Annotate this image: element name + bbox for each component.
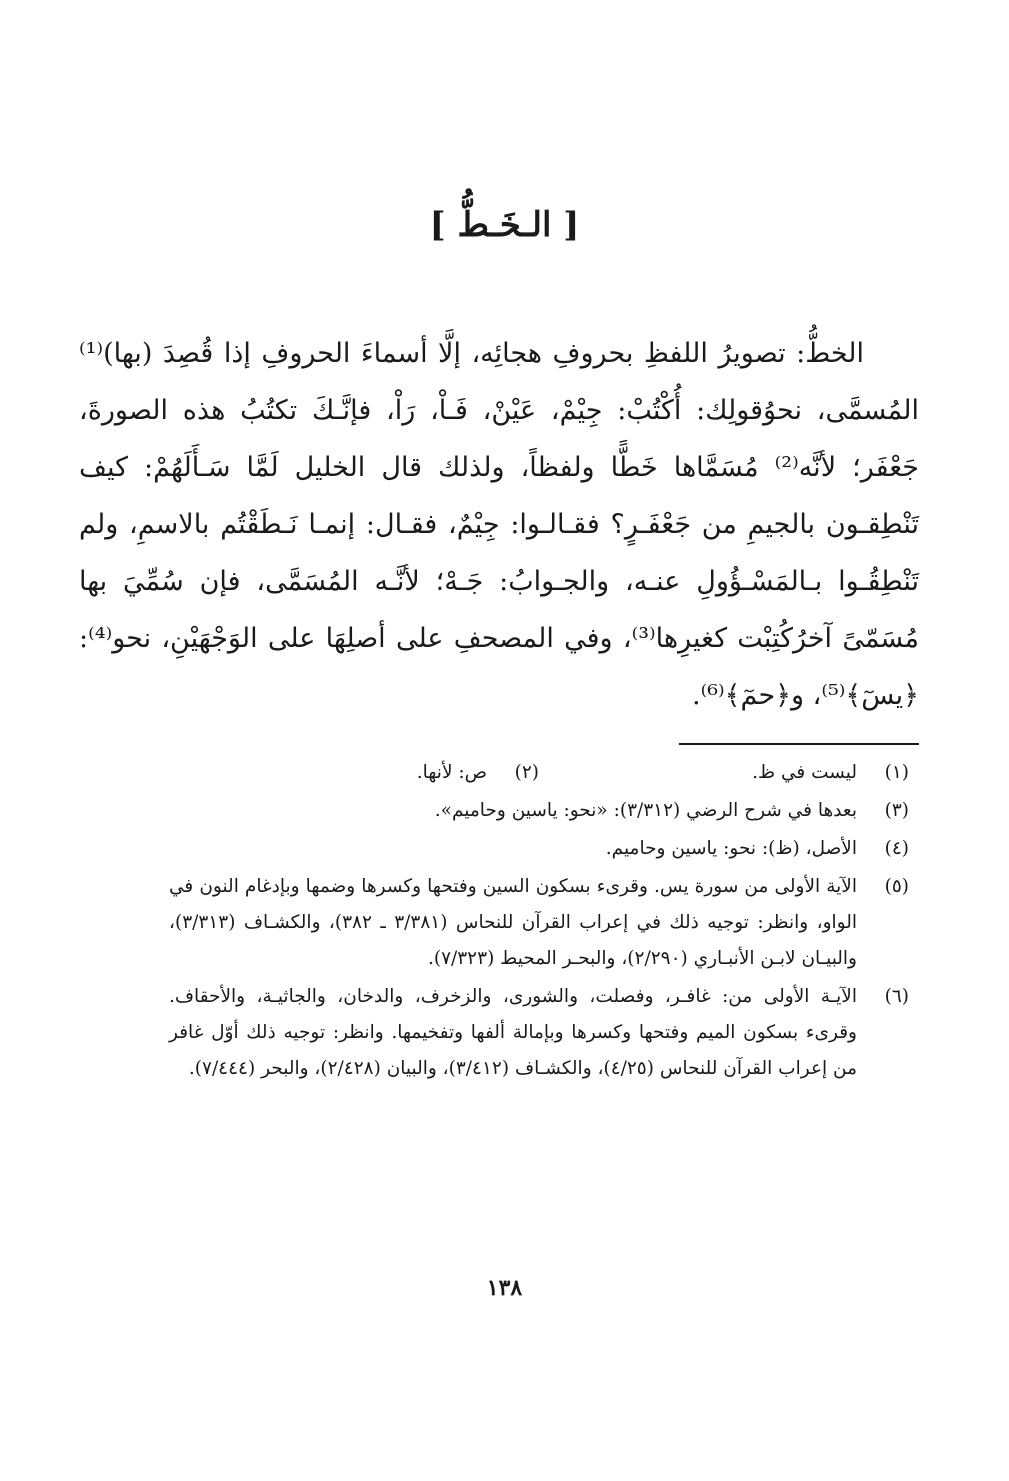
footnote-row-1-2 — [169, 755, 909, 791]
footnote-text: الأصل، (ظ): نحو: ياسين وحاميم. — [605, 838, 857, 859]
footnote-number: (٢) — [514, 762, 539, 783]
footnote-6 — [169, 979, 909, 1087]
footnote-5 — [169, 869, 909, 977]
body-paragraph: الخطُّ: تصويرُ اللفظِ بحروفِ هجائِه، إلَّا أسماءَ الحروفِ إذا قُصِدَ (بها)⁽¹⁾ المُسمَّى، نحوُقولِك: أُكْتُبْ: جِيْمْ، عَيْنْ، فَـاْ، رَاْ، فإنَّـكَ تكتُبُ هذه الصورةَ، جَعْفَر؛ لأنَّه⁽²⁾ مُسَمَّاها خَطًّا ولفظاً، ولذلك قال الخليل لَمَّا سَـأَلَهُمْ: كيف تَنْطِقـون بالجيمِ من جَعْفَـرٍ؟ فقـالـوا: جِيْمٌ، فقـال: إنمـا نَـطَقْتُم بالاسمِ، ولم تَنْطِقُـوا بـالمَسْـؤُولِ عنـه، والجـوابُ: جَـهْ؛ لأنَّـه المُسَمَّى، فإن سُمِّيَ بها مُسَمّىً آخرُكُتِبْت كغيرِها⁽³⁾، وفي المصحفِ على أصلِهَا على الوَجْهَيْنِ، نحو⁽⁴⁾: ﴿يسٓ﴾⁽⁵⁾، و﴿حمٓ﴾⁽⁶⁾. — [79, 338, 919, 711]
footnote-3 — [169, 793, 909, 829]
page-number: ١٣٨ — [486, 1275, 523, 1301]
footnote-number: (١) — [884, 762, 909, 783]
main-text — [79, 325, 919, 724]
footnote-number: (٦) — [884, 986, 909, 1007]
footnote-number: (٣) — [884, 800, 909, 821]
footnote-text: ص: لأنها. — [416, 762, 487, 783]
footnote-number: (٥) — [884, 876, 909, 897]
footnote-text: الآية الأولى من سورة يس. وقرىء بسكون السين وفتحها وكسرها وضمها وبإدغام النون في الواو، وانظر: توجيه ذلك في إعراب القرآن للنحاس (٣/٣٨١ ـ ٣٨٢)، والكشـاف (٣/٣١٣)، والبيـان لابـن الأنبـاري (٢/٢٩٠)، والبحـر المحيط (٧/٣٢٣). — [169, 876, 857, 969]
footnote-text: الآيـة الأولى من: غافـر، وفصلت، والشورى، والزخرف، والدخان، والجاثيـة، والأحقاف. وقرىء بسكون الميم وفتحها وكسرها وبإمالة ألفها وتفخيمها. وانظر: توجيه ذلك أوّل غافر من إعراب القرآن للنحاس (٤/٢٥)، والكشـاف (٣/٤١٢)، والبيان (٢/٤٢٨)، والبحر (٧/٤٤٤). — [169, 986, 857, 1079]
chapter-title: [ الـخَـطُّ ] — [429, 205, 580, 245]
footnote-1 — [539, 755, 909, 791]
footnote-2 — [169, 755, 539, 791]
footnote-4 — [169, 831, 909, 867]
footnote-number: (٤) — [884, 838, 909, 859]
footnote-text: ليست في ظ. — [752, 762, 857, 783]
footnotes — [169, 755, 909, 1089]
footnote-separator — [679, 743, 919, 745]
footnote-text: بعدها في شرح الرضي (٣/٣١٢): «نحو: ياسين وحاميم». — [434, 800, 857, 821]
